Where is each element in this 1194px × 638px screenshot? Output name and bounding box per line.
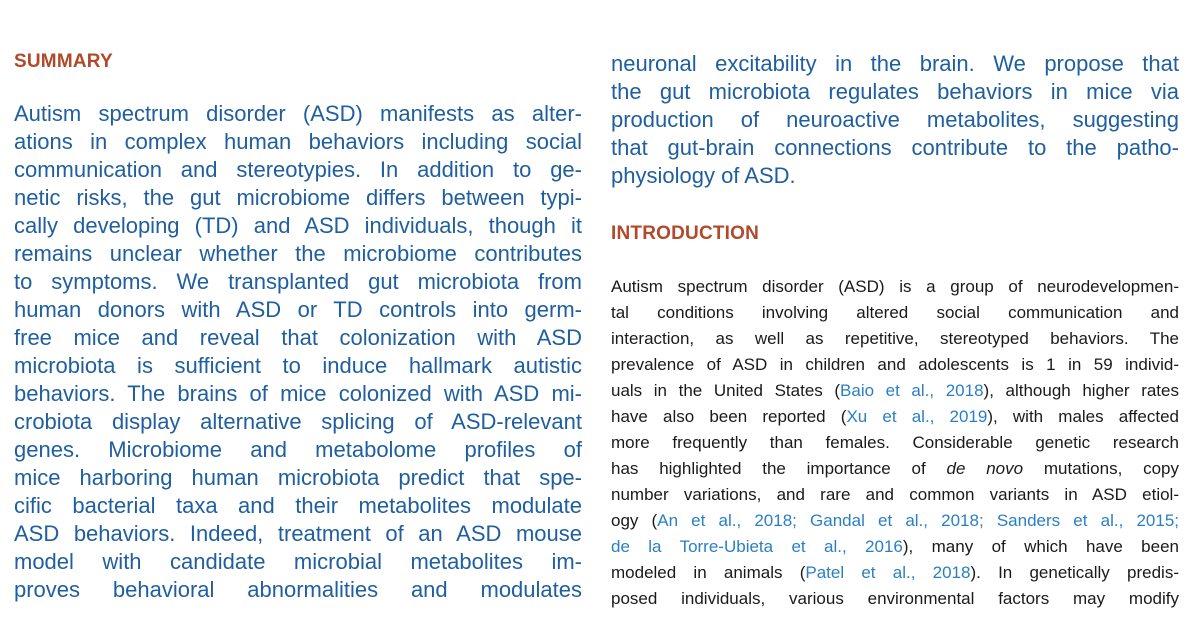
body-line: ogy (An et al., 2018; Gandal et al., 2018; Sanders et al., 2015;	[611, 511, 1180, 530]
summary-heading: SUMMARY	[14, 51, 113, 72]
abstract-line: neuronal excitability in the brain. We propose that	[611, 51, 1179, 76]
abstract-line: that gut-brain connections contribute to the patho-	[611, 135, 1179, 160]
abstract-line: cally developing (TD) and ASD individuals, though it	[14, 213, 582, 238]
abstract-line: cific bacterial taxa and their metabolites modulate	[14, 493, 582, 518]
citation-link[interactable]: Xu et al., 2019	[846, 407, 988, 426]
abstract-line: crobiota display alternative splicing of ASD-relevant	[14, 409, 582, 434]
abstract-line: production of neuroactive metabolites, suggesting	[611, 107, 1179, 132]
body-line: more frequently than females. Considerable genetic research	[611, 433, 1179, 452]
abstract-line: to symptoms. We transplanted gut microbiota from	[14, 269, 582, 294]
body-line: have also been reported (Xu et al., 2019), with males affected	[611, 407, 1179, 426]
citation-link[interactable]: de la Torre-Ubieta et al., 2016	[611, 537, 903, 556]
abstract-line: remains unclear whether the microbiome contributes	[14, 241, 582, 266]
abstract-line: proves behavioral abnormalities and modulates	[14, 577, 582, 602]
abstract-line: human donors with ASD or TD controls into germ-	[14, 297, 582, 322]
abstract-line: netic risks, the gut microbiome differs between typi-	[14, 185, 582, 210]
body-line: tal conditions involving altered social communication and	[611, 303, 1179, 322]
citation-link[interactable]: Patel et al., 2018	[805, 563, 971, 582]
body-line: Autism spectrum disorder (ASD) is a group of neurodevelopmen-	[611, 277, 1179, 296]
citation-link[interactable]: An et al., 2018; Gandal et al., 2018; Sanders et al., 2015;	[657, 511, 1180, 530]
abstract-line: Autism spectrum disorder (ASD) manifests as alter-	[14, 101, 582, 126]
citation-link[interactable]: Baio et al., 2018	[840, 381, 984, 400]
abstract-line: free mice and reveal that colonization with ASD	[14, 325, 582, 350]
abstract-line: mice harboring human microbiota predict that spe-	[14, 465, 582, 490]
abstract-line: communication and stereotypies. In addition to ge-	[14, 157, 582, 182]
body-line: uals in the United States (Baio et al., 2018), although higher rates	[611, 381, 1179, 400]
abstract-line: the gut microbiota regulates behaviors in mice via	[611, 79, 1179, 104]
body-line: number variations, and rare and common variants in ASD etiol-	[611, 485, 1179, 504]
abstract-line: model with candidate microbial metabolites im-	[14, 549, 582, 574]
abstract-line: genes. Microbiome and metabolome profiles of	[14, 437, 582, 462]
body-line: interaction, as well as repetitive, stereotyped behaviors. The	[611, 329, 1179, 348]
body-line: modeled in animals (Patel et al., 2018). In genetically predis-	[611, 563, 1179, 582]
abstract-line: behaviors. The brains of mice colonized with ASD mi-	[14, 381, 582, 406]
abstract-line: ASD behaviors. Indeed, treatment of an ASD mouse	[14, 521, 582, 546]
abstract-line: microbiota is sufficient to induce hallmark autistic	[14, 353, 582, 378]
abstract-line: physiology of ASD.	[611, 163, 796, 188]
body-line: prevalence of ASD in children and adolescents is 1 in 59 individ-	[611, 355, 1179, 374]
abstract-line: ations in complex human behaviors including social	[14, 129, 582, 154]
body-line: de la Torre-Ubieta et al., 2016), many of which have been	[611, 537, 1179, 556]
body-line: has highlighted the importance of de novo mutations, copy	[611, 459, 1180, 478]
introduction-heading: INTRODUCTION	[611, 223, 760, 244]
body-line: posed individuals, various environmental factors may modify	[611, 589, 1179, 608]
